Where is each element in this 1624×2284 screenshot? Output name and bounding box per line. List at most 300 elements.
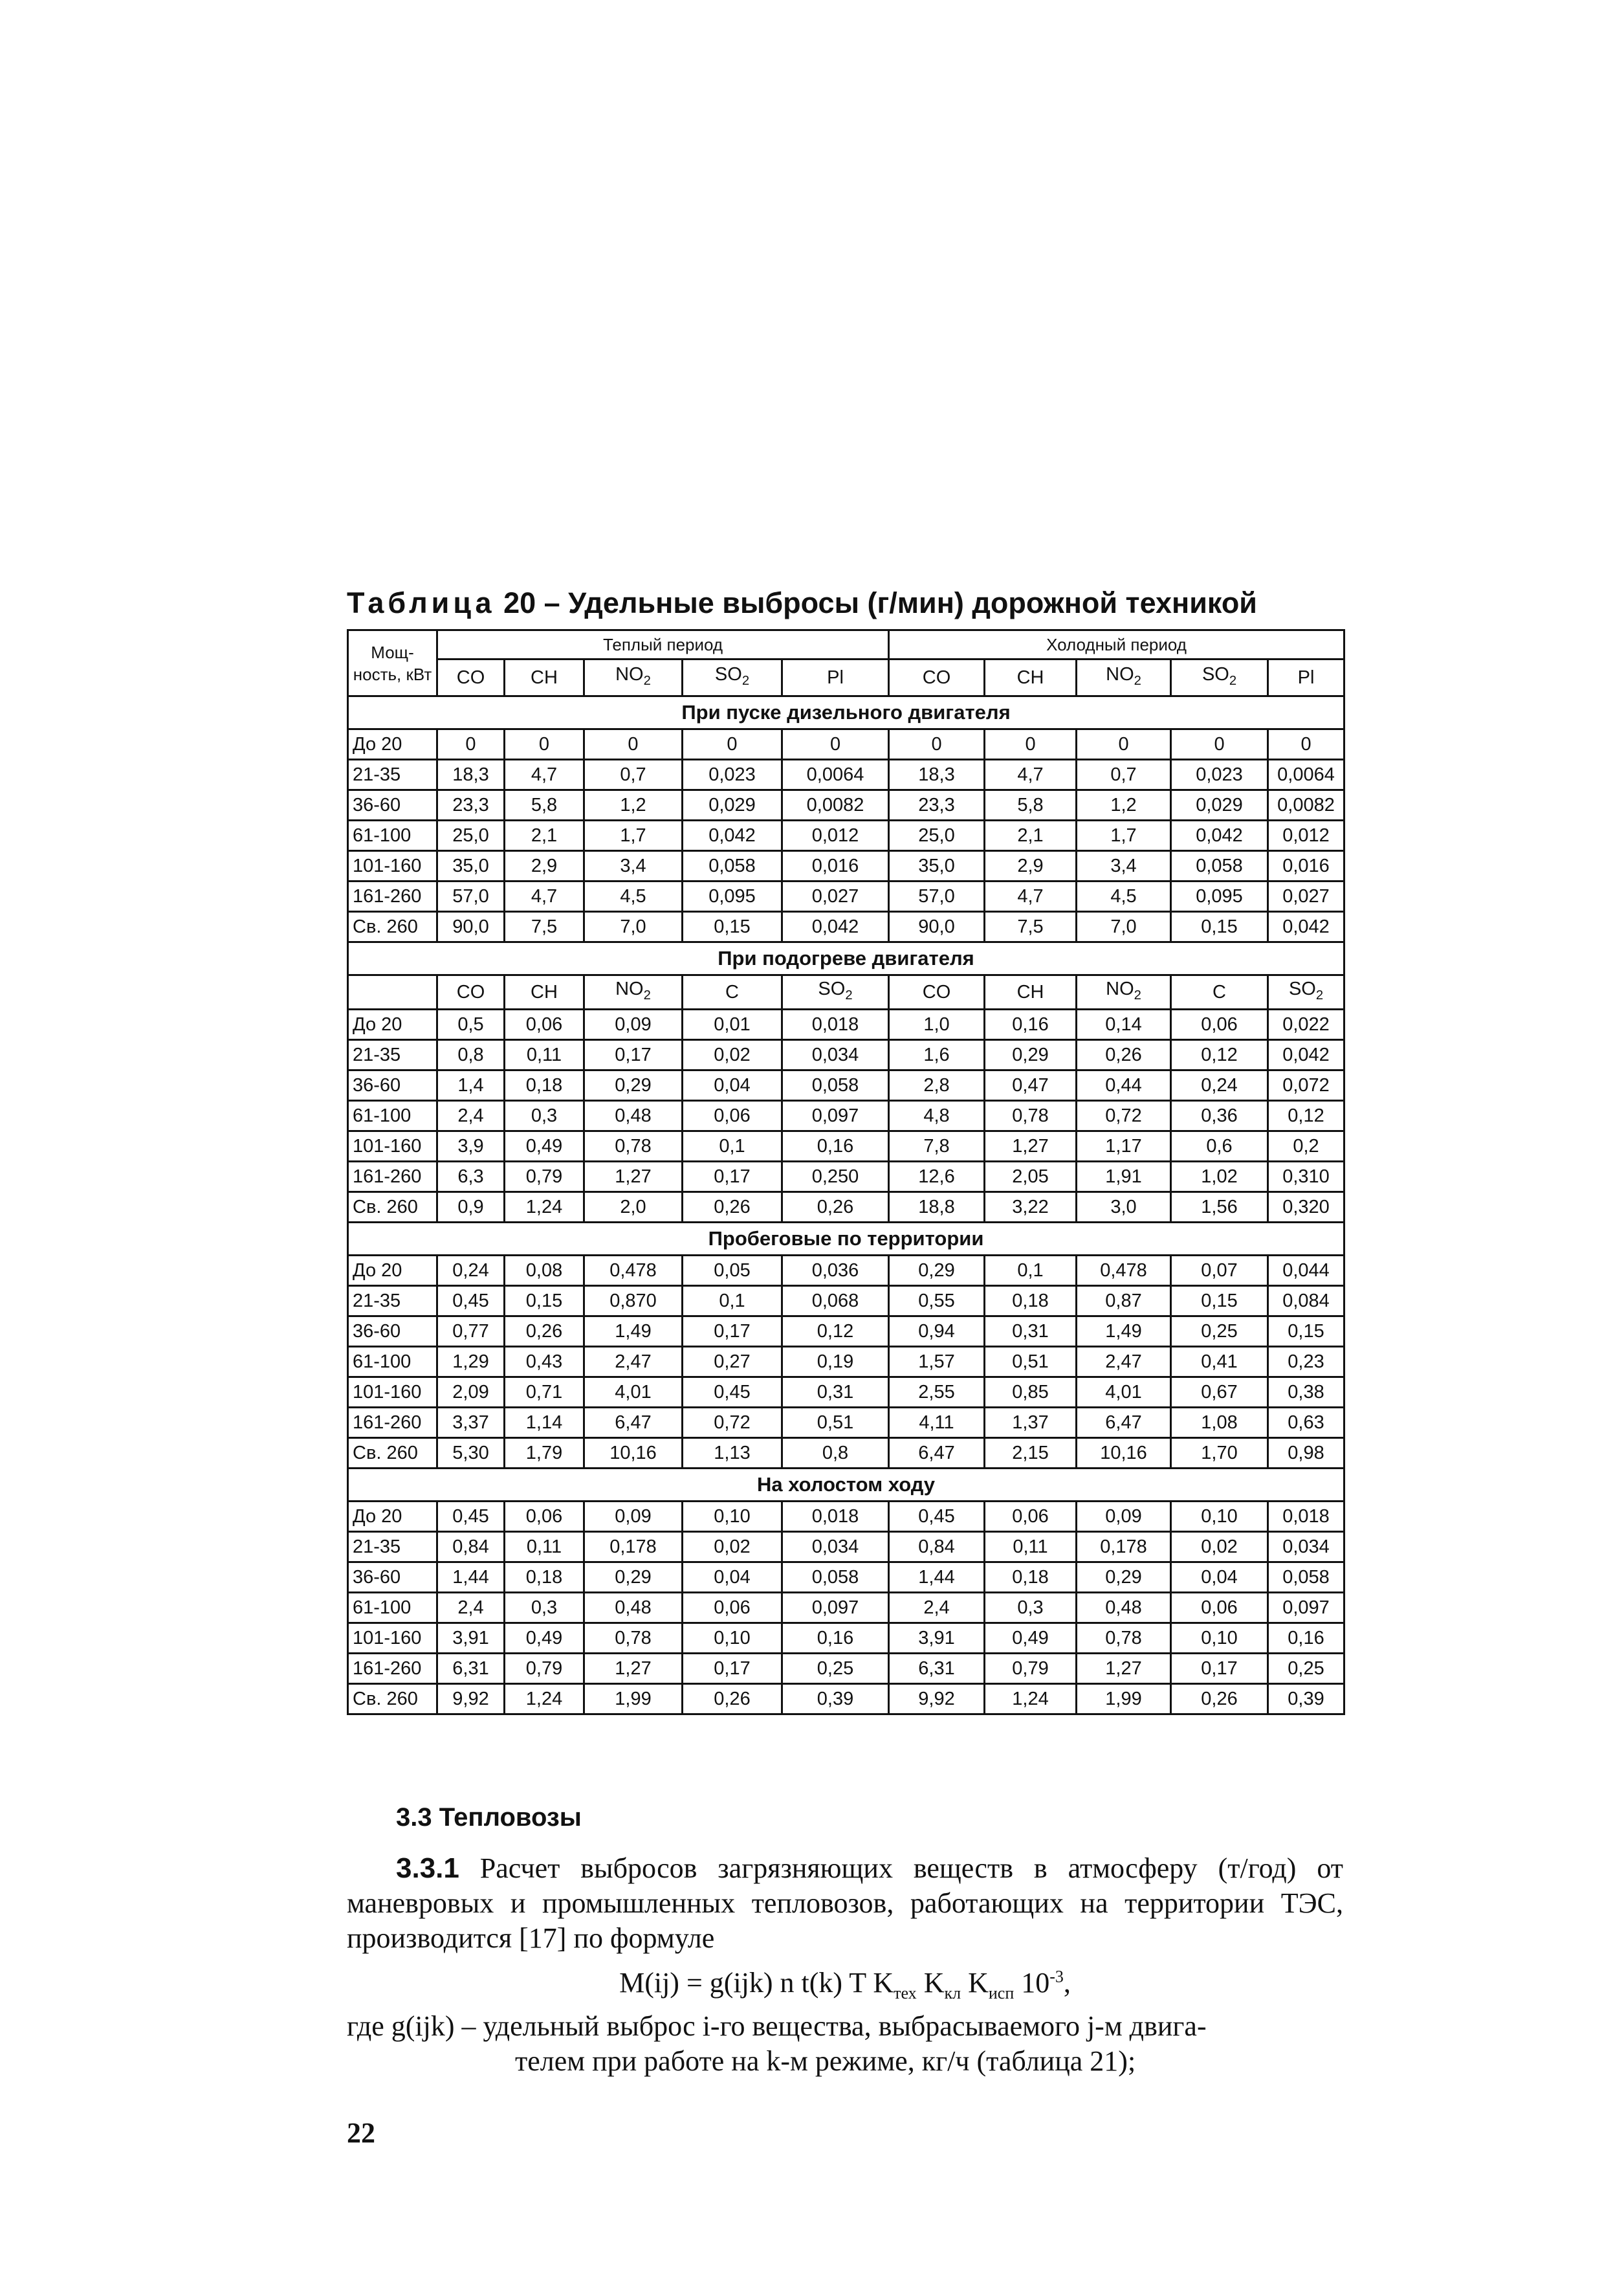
table-cell: 0,3 — [985, 1592, 1077, 1623]
table-cell: 0,43 — [505, 1346, 584, 1377]
table-cell: 0,78 — [1077, 1623, 1171, 1653]
table-cell: 0,07 — [1171, 1255, 1268, 1285]
table-cell: 0 — [1268, 729, 1344, 760]
row-label: 21-35 — [348, 1531, 437, 1562]
subheader-so2: $SO_2$ — [782, 975, 889, 1010]
power-header — [348, 630, 437, 696]
table-cell: 0,29 — [1077, 1562, 1171, 1592]
table-cell: 0,042 — [1171, 821, 1268, 851]
row-label: 61-100 — [348, 1100, 437, 1131]
table-cell: 0,18 — [985, 1562, 1077, 1592]
table-cell: 0,023 — [1171, 760, 1268, 790]
table-caption — [347, 586, 1356, 620]
table-row — [348, 760, 1344, 790]
table-cell: 1,79 — [505, 1437, 584, 1468]
table-cell: 2,4 — [889, 1592, 985, 1623]
table-cell: 0,016 — [782, 851, 889, 881]
table-cell: 0,478 — [584, 1255, 683, 1285]
table-cell: 3,37 — [437, 1407, 505, 1437]
table-cell: 0,027 — [782, 881, 889, 912]
table-cell: 0,084 — [1268, 1285, 1344, 1316]
table-cell: 35,0 — [889, 851, 985, 881]
section-title-row — [348, 1468, 1344, 1501]
table-cell: 0,478 — [1077, 1255, 1171, 1285]
table-cell: 6,3 — [437, 1161, 505, 1192]
table-cell: 0,06 — [683, 1592, 782, 1623]
table-cell: 2,9 — [505, 851, 584, 881]
table-cell: 0 — [985, 729, 1077, 760]
table-cell: 0,18 — [985, 1285, 1077, 1316]
table-cell: 0,09 — [584, 1009, 683, 1039]
table-cell: 0,18 — [505, 1070, 584, 1100]
table-cell: 3,0 — [1077, 1192, 1171, 1222]
table-row — [348, 1255, 1344, 1285]
table-cell: 0,17 — [584, 1039, 683, 1070]
table-cell: 0,04 — [683, 1070, 782, 1100]
row-label: 161-260 — [348, 881, 437, 912]
table-row — [348, 881, 1344, 912]
table-cell: 0,05 — [683, 1255, 782, 1285]
table-cell: 0,018 — [782, 1009, 889, 1039]
table-cell: 0,06 — [505, 1501, 584, 1531]
table-cell: 0,12 — [1268, 1100, 1344, 1131]
paragraph-number: 3.3.1 — [396, 1852, 459, 1884]
table-cell: 0,068 — [782, 1285, 889, 1316]
table-cell: 1,7 — [584, 821, 683, 851]
col-ch-warm: CH — [505, 660, 584, 696]
table-cell: 0,06 — [1171, 1009, 1268, 1039]
table-cell: 3,4 — [1077, 851, 1171, 881]
table-cell: 12,6 — [889, 1161, 985, 1192]
table-cell: 3,91 — [889, 1623, 985, 1653]
section-title-row — [348, 696, 1344, 729]
table-cell: 0,012 — [782, 821, 889, 851]
row-label: 101-160 — [348, 1131, 437, 1161]
table-cell: 0,058 — [1268, 1562, 1344, 1592]
table-cell: 0,0082 — [1268, 790, 1344, 821]
table-cell: 1,27 — [985, 1131, 1077, 1161]
table-cell: 0,16 — [1268, 1623, 1344, 1653]
table-cell: 10,16 — [584, 1437, 683, 1468]
table-cell: 0,9 — [437, 1192, 505, 1222]
table-cell: 0,7 — [584, 760, 683, 790]
table-cell: 0,24 — [1171, 1070, 1268, 1100]
table-cell: 0,78 — [584, 1623, 683, 1653]
table-cell: 0,15 — [1171, 1285, 1268, 1316]
table-cell: 0,097 — [782, 1100, 889, 1131]
formula-end: , — [1063, 1967, 1071, 1999]
subheader-no2: $NO_2$ — [1077, 975, 1171, 1010]
section-title: Пробеговые по территории — [348, 1222, 1344, 1255]
table-cell: 0,17 — [683, 1161, 782, 1192]
row-label: 21-35 — [348, 1039, 437, 1070]
formula-sub-cl: кл — [944, 1983, 961, 2002]
table-cell: 0,31 — [985, 1316, 1077, 1346]
table-cell: 0,26 — [782, 1192, 889, 1222]
table-cell: 23,3 — [437, 790, 505, 821]
table-row — [348, 821, 1344, 851]
subheader-co: CO — [889, 975, 985, 1010]
table-cell: 0,26 — [683, 1192, 782, 1222]
table-cell: 0,17 — [1171, 1653, 1268, 1683]
subheader-c: C — [1171, 975, 1268, 1010]
table-row — [348, 1316, 1344, 1346]
table-row — [348, 1562, 1344, 1592]
table-cell: 0,870 — [584, 1285, 683, 1316]
table-cell: 1,29 — [437, 1346, 505, 1377]
table-cell: 2,1 — [505, 821, 584, 851]
table-cell: 0,1 — [985, 1255, 1077, 1285]
table-cell: 0,058 — [782, 1070, 889, 1100]
table-cell: 1,13 — [683, 1437, 782, 1468]
table-cell: 1,49 — [584, 1316, 683, 1346]
table-cell: 0,016 — [1268, 851, 1344, 881]
table-cell: 4,7 — [505, 760, 584, 790]
table-cell: 1,2 — [584, 790, 683, 821]
table-cell: 0,48 — [1077, 1592, 1171, 1623]
section-heading: 3.3 Тепловозы — [396, 1803, 582, 1832]
table-cell: 0,49 — [505, 1131, 584, 1161]
row-label: 161-260 — [348, 1407, 437, 1437]
table-cell: 4,11 — [889, 1407, 985, 1437]
table-cell: 0,042 — [1268, 912, 1344, 942]
table-cell: 0,058 — [782, 1562, 889, 1592]
table-cell: 0 — [889, 729, 985, 760]
table-cell: 1,24 — [985, 1683, 1077, 1714]
table-cell: 0,31 — [782, 1377, 889, 1407]
table-cell: 1,08 — [1171, 1407, 1268, 1437]
table-cell: 0,0064 — [782, 760, 889, 790]
table-cell: 0,8 — [437, 1039, 505, 1070]
table-cell: 7,0 — [584, 912, 683, 942]
table-cell: 0,51 — [782, 1407, 889, 1437]
table-row — [348, 1683, 1344, 1714]
subheader-ch: CH — [985, 975, 1077, 1010]
table-cell: 0,36 — [1171, 1100, 1268, 1131]
table-cell: 0,044 — [1268, 1255, 1344, 1285]
subheader-ch: CH — [505, 975, 584, 1010]
col-no2-warm: $NO_2$ — [584, 660, 683, 696]
cold-period-header: Холодный период — [889, 630, 1344, 660]
section-title-row — [348, 1222, 1344, 1255]
table-cell: 0,10 — [1171, 1623, 1268, 1653]
table-cell: 0,036 — [782, 1255, 889, 1285]
table-cell: 0,19 — [782, 1346, 889, 1377]
table-cell: 6,47 — [584, 1407, 683, 1437]
table-cell: 0,11 — [985, 1531, 1077, 1562]
table-row — [348, 1192, 1344, 1222]
table-row — [348, 1346, 1344, 1377]
table-cell: 0,058 — [1171, 851, 1268, 881]
table-cell: 0,11 — [505, 1531, 584, 1562]
table-cell: 1,56 — [1171, 1192, 1268, 1222]
table-cell: 1,44 — [437, 1562, 505, 1592]
col-pb-cold: Pl — [1268, 660, 1344, 696]
table-cell: 9,92 — [437, 1683, 505, 1714]
table-cell: 1,6 — [889, 1039, 985, 1070]
table-cell: 0,178 — [584, 1531, 683, 1562]
table-cell: 0,3 — [505, 1100, 584, 1131]
table-cell: 0,01 — [683, 1009, 782, 1039]
warm-period-header: Теплый период — [437, 630, 889, 660]
row-label: 36-60 — [348, 1562, 437, 1592]
table-cell: 0,72 — [683, 1407, 782, 1437]
table-cell: 0,1 — [683, 1285, 782, 1316]
table-cell: 0,012 — [1268, 821, 1344, 851]
table-cell: 0,02 — [683, 1039, 782, 1070]
table-cell: 1,27 — [584, 1161, 683, 1192]
table-cell: 0,79 — [505, 1653, 584, 1683]
table-cell: 4,8 — [889, 1100, 985, 1131]
table-row — [348, 1407, 1344, 1437]
table-cell: 0,097 — [782, 1592, 889, 1623]
table-cell: 2,9 — [985, 851, 1077, 881]
table-cell: 0,029 — [1171, 790, 1268, 821]
table-cell: 0,042 — [782, 912, 889, 942]
table-cell: 0,08 — [505, 1255, 584, 1285]
col-so2-warm: $SO_2$ — [683, 660, 782, 696]
table-cell: 0,14 — [1077, 1009, 1171, 1039]
table-row — [348, 1437, 1344, 1468]
table-cell: 0 — [782, 729, 889, 760]
table-cell: 0,84 — [889, 1531, 985, 1562]
section-title: При пуске дизельного двигателя — [348, 696, 1344, 729]
table-cell: 6,47 — [1077, 1407, 1171, 1437]
table-cell: 1,37 — [985, 1407, 1077, 1437]
table-cell: 0,45 — [437, 1501, 505, 1531]
table-cell: 0,06 — [683, 1100, 782, 1131]
section-subheader-row — [348, 975, 1344, 1010]
table-cell: 0,09 — [584, 1501, 683, 1531]
row-label: 61-100 — [348, 1592, 437, 1623]
table-cell: 0,7 — [1077, 760, 1171, 790]
table-row — [348, 1161, 1344, 1192]
table-cell: 4,5 — [584, 881, 683, 912]
col-no2-cold: $NO_2$ — [1077, 660, 1171, 696]
table-cell: 0,320 — [1268, 1192, 1344, 1222]
row-label: 101-160 — [348, 851, 437, 881]
table-cell: 0,24 — [437, 1255, 505, 1285]
table-cell: 0,55 — [889, 1285, 985, 1316]
table-cell: 1,24 — [505, 1192, 584, 1222]
table-cell: 0,41 — [1171, 1346, 1268, 1377]
formula-k-isp: K — [961, 1967, 989, 1999]
col-ch-cold: CH — [985, 660, 1077, 696]
table-cell: 0,10 — [1171, 1501, 1268, 1531]
table-row — [348, 790, 1344, 821]
table-cell: 0,250 — [782, 1161, 889, 1192]
table-cell: 0,87 — [1077, 1285, 1171, 1316]
table-cell: 0,17 — [683, 1316, 782, 1346]
table-cell: 0,98 — [1268, 1437, 1344, 1468]
table-cell: 0,022 — [1268, 1009, 1344, 1039]
table-cell: 0,02 — [683, 1531, 782, 1562]
row-label: 36-60 — [348, 790, 437, 821]
table-cell: 0,0082 — [782, 790, 889, 821]
table-cell: 0,26 — [505, 1316, 584, 1346]
table-cell: 6,31 — [889, 1653, 985, 1683]
col-pb-warm: Pl — [782, 660, 889, 696]
col-so2-cold: $SO_2$ — [1171, 660, 1268, 696]
formula-sub-isp: исп — [988, 1983, 1015, 2002]
table-cell: 0,034 — [1268, 1531, 1344, 1562]
table-cell: 6,47 — [889, 1437, 985, 1468]
table-cell: 0,095 — [683, 881, 782, 912]
emission-formula — [347, 1966, 1343, 2003]
table-row — [348, 1531, 1344, 1562]
section-title: На холостом ходу — [348, 1468, 1344, 1501]
table-cell: 90,0 — [437, 912, 505, 942]
row-label: 101-160 — [348, 1623, 437, 1653]
table-cell: 1,17 — [1077, 1131, 1171, 1161]
table-cell: 0,018 — [782, 1501, 889, 1531]
row-label: 36-60 — [348, 1316, 437, 1346]
row-label: Св. 260 — [348, 1437, 437, 1468]
page-number: 22 — [347, 2117, 375, 2149]
table-cell: 0,23 — [1268, 1346, 1344, 1377]
table-cell: 0,85 — [985, 1377, 1077, 1407]
table-cell: 3,9 — [437, 1131, 505, 1161]
table-cell: 0,94 — [889, 1316, 985, 1346]
table-cell: 0,027 — [1268, 881, 1344, 912]
table-cell: 0,15 — [683, 912, 782, 942]
row-label: 101-160 — [348, 1377, 437, 1407]
row-label: До 20 — [348, 1009, 437, 1039]
table-cell: 2,47 — [584, 1346, 683, 1377]
row-label: 21-35 — [348, 760, 437, 790]
table-row — [348, 1592, 1344, 1623]
row-label: Св. 260 — [348, 1192, 437, 1222]
legend-line-2: телем при работе на k-м режиме, кг/ч (таблица 21); — [515, 2045, 1136, 2077]
table-cell: 0,45 — [889, 1501, 985, 1531]
table-cell: 0,06 — [985, 1501, 1077, 1531]
row-label: 161-260 — [348, 1161, 437, 1192]
table-cell: 18,3 — [889, 760, 985, 790]
table-cell: 0,034 — [782, 1039, 889, 1070]
table-cell: 0,77 — [437, 1316, 505, 1346]
row-label: 61-100 — [348, 821, 437, 851]
table-cell: 0,25 — [1171, 1316, 1268, 1346]
table-cell: 7,5 — [985, 912, 1077, 942]
table-cell: 1,02 — [1171, 1161, 1268, 1192]
table-cell: 1,70 — [1171, 1437, 1268, 1468]
table-row — [348, 912, 1344, 942]
table-row — [348, 1623, 1344, 1653]
table-cell: 0,15 — [1268, 1316, 1344, 1346]
table-cell: 2,09 — [437, 1377, 505, 1407]
table-cell: 1,27 — [1077, 1653, 1171, 1683]
table-row — [348, 1100, 1344, 1131]
table-cell: 10,16 — [1077, 1437, 1171, 1468]
table-cell: 57,0 — [437, 881, 505, 912]
row-label: До 20 — [348, 729, 437, 760]
subheader-so2: $SO_2$ — [1268, 975, 1344, 1010]
table-cell: 0,058 — [683, 851, 782, 881]
formula-sub-tech: тех — [894, 1983, 917, 2002]
emissions-table — [347, 629, 1345, 1715]
table-cell: 1,2 — [1077, 790, 1171, 821]
table-cell: 0,2 — [1268, 1131, 1344, 1161]
table-cell: 0,71 — [505, 1377, 584, 1407]
table-cell: 0,25 — [1268, 1653, 1344, 1683]
table-cell: 4,7 — [985, 881, 1077, 912]
emissions-table-body — [348, 696, 1344, 1714]
table-cell: 0,79 — [505, 1161, 584, 1192]
table-cell: 23,3 — [889, 790, 985, 821]
table-cell: 0,48 — [584, 1100, 683, 1131]
table-cell: 4,7 — [985, 760, 1077, 790]
table-cell: 0,26 — [1077, 1039, 1171, 1070]
table-row — [348, 1501, 1344, 1531]
table-cell: 0,10 — [683, 1623, 782, 1653]
table-cell: 0,1 — [683, 1131, 782, 1161]
formula-ten: 10 — [1014, 1967, 1050, 1999]
row-label: Св. 260 — [348, 1683, 437, 1714]
table-cell: 0,042 — [1268, 1039, 1344, 1070]
table-cell: 0,11 — [505, 1039, 584, 1070]
table-cell: 2,4 — [437, 1592, 505, 1623]
subheader-co: CO — [437, 975, 505, 1010]
table-row — [348, 1070, 1344, 1100]
subheader-no2: $NO_2$ — [584, 975, 683, 1010]
formula-k-cl: K — [916, 1967, 945, 1999]
table-cell: 1,14 — [505, 1407, 584, 1437]
table-cell: 4,01 — [1077, 1377, 1171, 1407]
table-cell: 0,034 — [782, 1531, 889, 1562]
table-cell: 2,55 — [889, 1377, 985, 1407]
table-cell: 0,26 — [683, 1683, 782, 1714]
table-cell: 0,029 — [683, 790, 782, 821]
table-cell: 90,0 — [889, 912, 985, 942]
table-caption-text: 20 – Удельные выбросы (г/мин) дорожной техникой — [495, 586, 1257, 619]
col-co-cold: CO — [889, 660, 985, 696]
table-cell: 0,12 — [782, 1316, 889, 1346]
table-cell: 0,49 — [985, 1623, 1077, 1653]
table-cell: 2,47 — [1077, 1346, 1171, 1377]
table-cell: 0,39 — [1268, 1683, 1344, 1714]
row-label: До 20 — [348, 1255, 437, 1285]
table-cell: 6,31 — [437, 1653, 505, 1683]
table-cell: 1,24 — [505, 1683, 584, 1714]
table-cell: 7,5 — [505, 912, 584, 942]
table-cell: 18,8 — [889, 1192, 985, 1222]
table-cell: 0,15 — [1171, 912, 1268, 942]
table-cell: 4,01 — [584, 1377, 683, 1407]
formula-legend — [347, 2009, 1343, 2079]
table-cell: 0,26 — [1171, 1683, 1268, 1714]
table-cell: 0,18 — [505, 1562, 584, 1592]
table-cell: 0,29 — [889, 1255, 985, 1285]
table-cell: 0,018 — [1268, 1501, 1344, 1531]
table-row — [348, 1377, 1344, 1407]
table-row — [348, 1131, 1344, 1161]
table-cell: 1,57 — [889, 1346, 985, 1377]
table-cell: 0,49 — [505, 1623, 584, 1653]
table-cell: 0,63 — [1268, 1407, 1344, 1437]
table-cell: 0,178 — [1077, 1531, 1171, 1562]
table-cell: 1,44 — [889, 1562, 985, 1592]
section-title-row — [348, 942, 1344, 975]
table-cell: 0,04 — [683, 1562, 782, 1592]
table-row — [348, 1285, 1344, 1316]
table-cell: 5,30 — [437, 1437, 505, 1468]
table-caption-label: Таблица — [347, 586, 496, 619]
table-cell: 0,12 — [1171, 1039, 1268, 1070]
table-cell: 2,4 — [437, 1100, 505, 1131]
table-row — [348, 851, 1344, 881]
table-cell: 0,67 — [1171, 1377, 1268, 1407]
emissions-table-container — [347, 629, 1343, 1715]
